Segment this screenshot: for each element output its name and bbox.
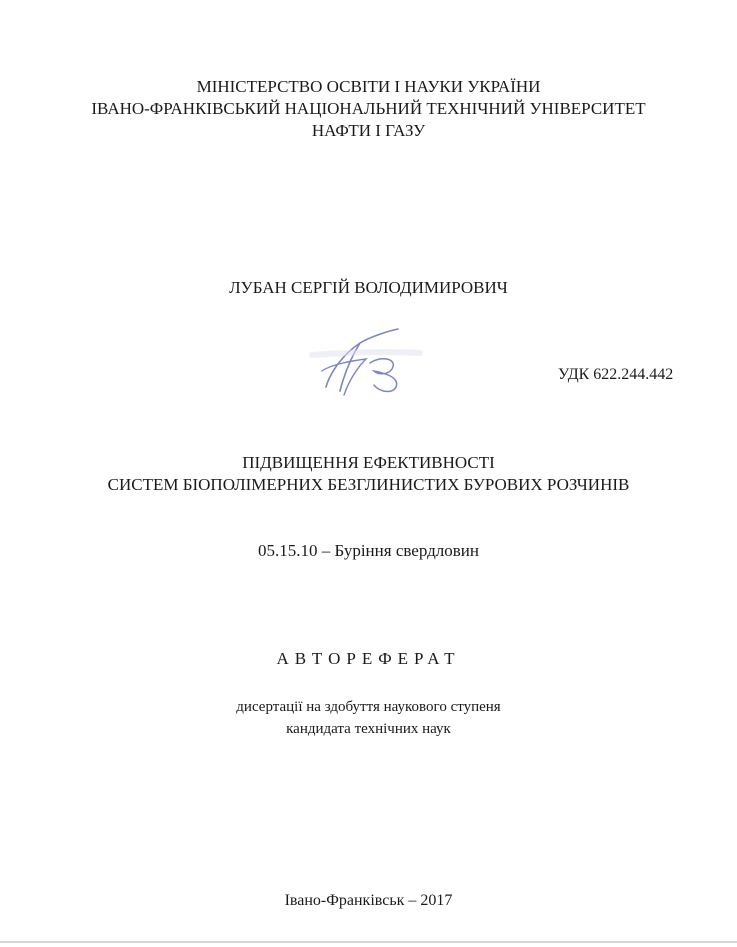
university-name-line2: НАФТИ І ГАЗУ bbox=[311, 121, 426, 140]
page-bottom-rule bbox=[0, 941, 737, 943]
ministry-heading: МІНІСТЕРСТВО ОСВІТИ І НАУКИ УКРАЇНИ bbox=[196, 77, 541, 96]
purpose-line2: кандидата технічних наук bbox=[286, 721, 451, 737]
dissertation-title-line2: СИСТЕМ БІОПОЛІМЕРНИХ БЕЗГЛИНИСТИХ БУРОВИХ РОЗЧИНІВ bbox=[107, 475, 630, 494]
university-name-line1: ІВАНО-ФРАНКІВСЬКИЙ НАЦІОНАЛЬНИЙ ТЕХНІЧНИЙ УНІВЕРСИТЕТ bbox=[91, 99, 646, 118]
dissertation-title-line1: ПІДВИЩЕННЯ ЕФЕКТИВНОСТІ bbox=[242, 453, 495, 472]
udk-code: УДК 622.244.442 bbox=[558, 366, 674, 383]
signature-image bbox=[300, 325, 430, 405]
city-year: Івано-Франківськ – 2017 bbox=[284, 892, 453, 909]
purpose-line1: дисертації на здобуття наукового ступеня bbox=[236, 699, 501, 715]
document-type: АВТОРЕФЕРАТ bbox=[276, 649, 461, 668]
specialty-code: 05.15.10 – Буріння свердловин bbox=[258, 541, 479, 560]
author-name: ЛУБАН СЕРГІЙ ВОЛОДИМИРОВИЧ bbox=[229, 278, 508, 297]
